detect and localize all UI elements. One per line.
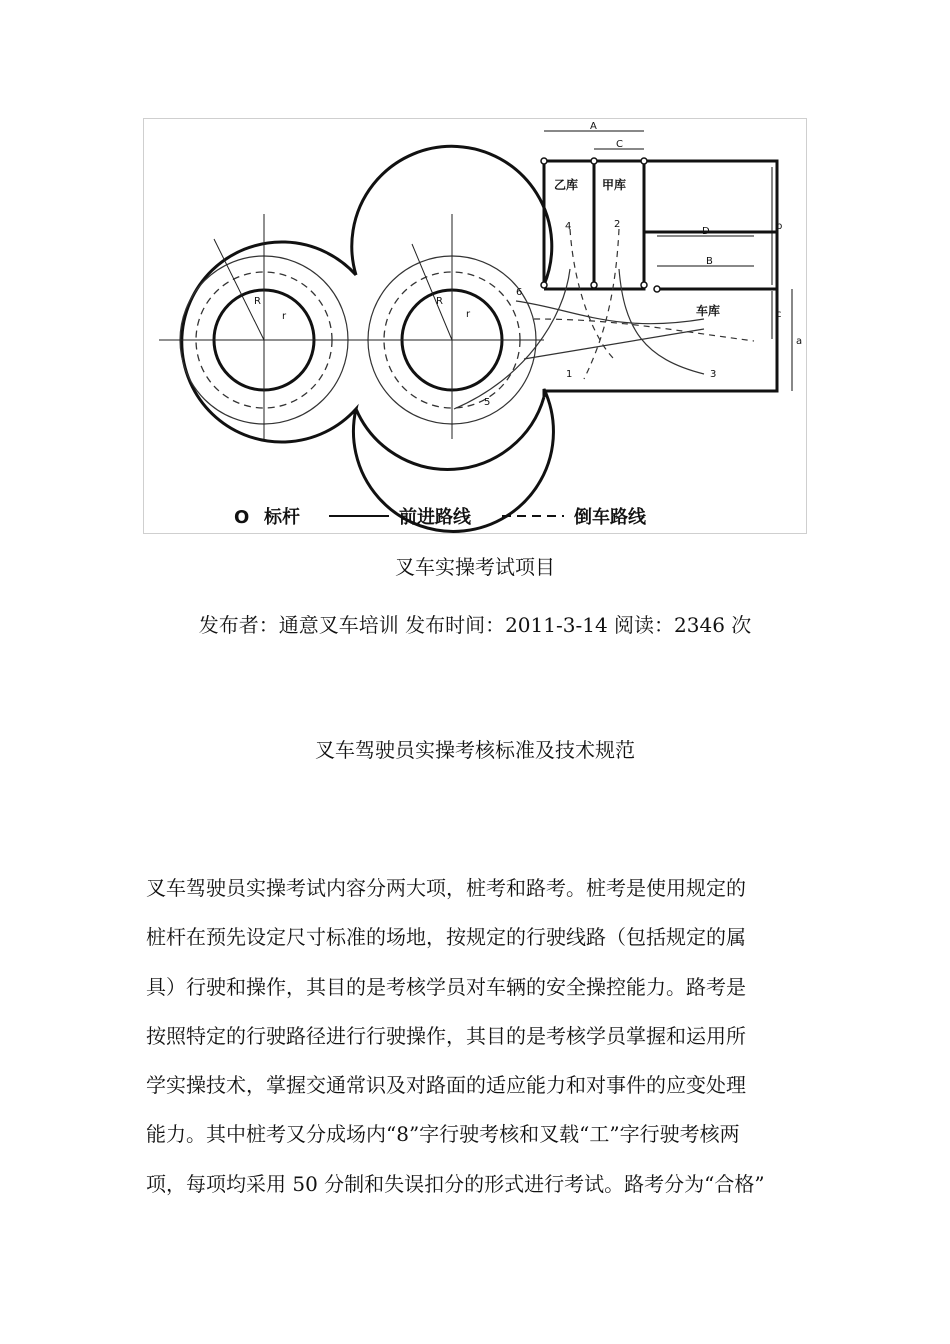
route-1-label: 1 [566,369,573,380]
dim-a-label: A [590,121,597,132]
body-line: 学实操技术，掌握交通常识及对路面的适应能力和对事件的应变处理 [146,1073,746,1098]
dim-a-small-label: a [796,336,803,347]
article-body [146,864,806,1209]
legend-pole-label: 标杆 [264,507,300,528]
body-line: 桩杆在预先设定尺寸标准的场地，按规定的行驶线路（包括规定的属 [146,925,746,950]
radius-r-small-left-label: r [282,311,287,322]
dim-b-small-label: b [776,221,783,232]
field-outline [182,146,777,531]
dim-c-small-label: c [776,309,782,320]
legend-pole-marker: O [234,507,250,528]
dim-b-label: B [706,256,713,267]
publish-meta: 发布者：通意叉车培训 发布时间：2011-3-14 阅读：2346 次 [198,613,752,637]
dim-c-label: C [616,139,623,150]
route-5-label: 5 [484,397,491,408]
legend-forward-label: 前进路线 [399,507,471,528]
radius-r-right-label: R [436,296,443,307]
route-4-label: 4 [565,221,572,232]
article-heading: 叉车驾驶员实操考核标准及技术规范 [315,738,635,762]
legend-reverse-label: 倒车路线 [574,507,646,528]
radius-r-left-label: R [254,296,261,307]
route-2-label: 2 [614,219,621,230]
garage-yi-label: 乙库 [554,178,579,192]
test-field-diagram [143,118,807,534]
figure-caption: 叉车实操考试项目 [395,555,555,579]
garage-jia-label: 甲库 [602,178,627,192]
dim-d-label: D [702,226,710,237]
body-line: 能力。其中桩考又分成场内“8”字行驶考核和叉载“工”字行驶考核两 [146,1122,740,1147]
route-6-label: 6 [516,287,523,298]
body-line: 叉车驾驶员实操考试内容分两大项，桩考和路考。桩考是使用规定的 [146,876,746,900]
body-line: 按照特定的行驶路径进行行驶操作，其目的是考核学员掌握和运用所 [146,1023,746,1048]
radius-r-small-right-label: r [466,309,471,320]
garage-label: 车库 [696,304,721,318]
body-line: 项，每项均采用 50 分制和失误扣分的形式进行考试。路考分为“合格” [146,1171,765,1196]
route-3-label: 3 [710,369,717,380]
body-line: 具）行驶和操作，其目的是考核学员对车辆的安全操控能力。路考是 [146,974,746,999]
